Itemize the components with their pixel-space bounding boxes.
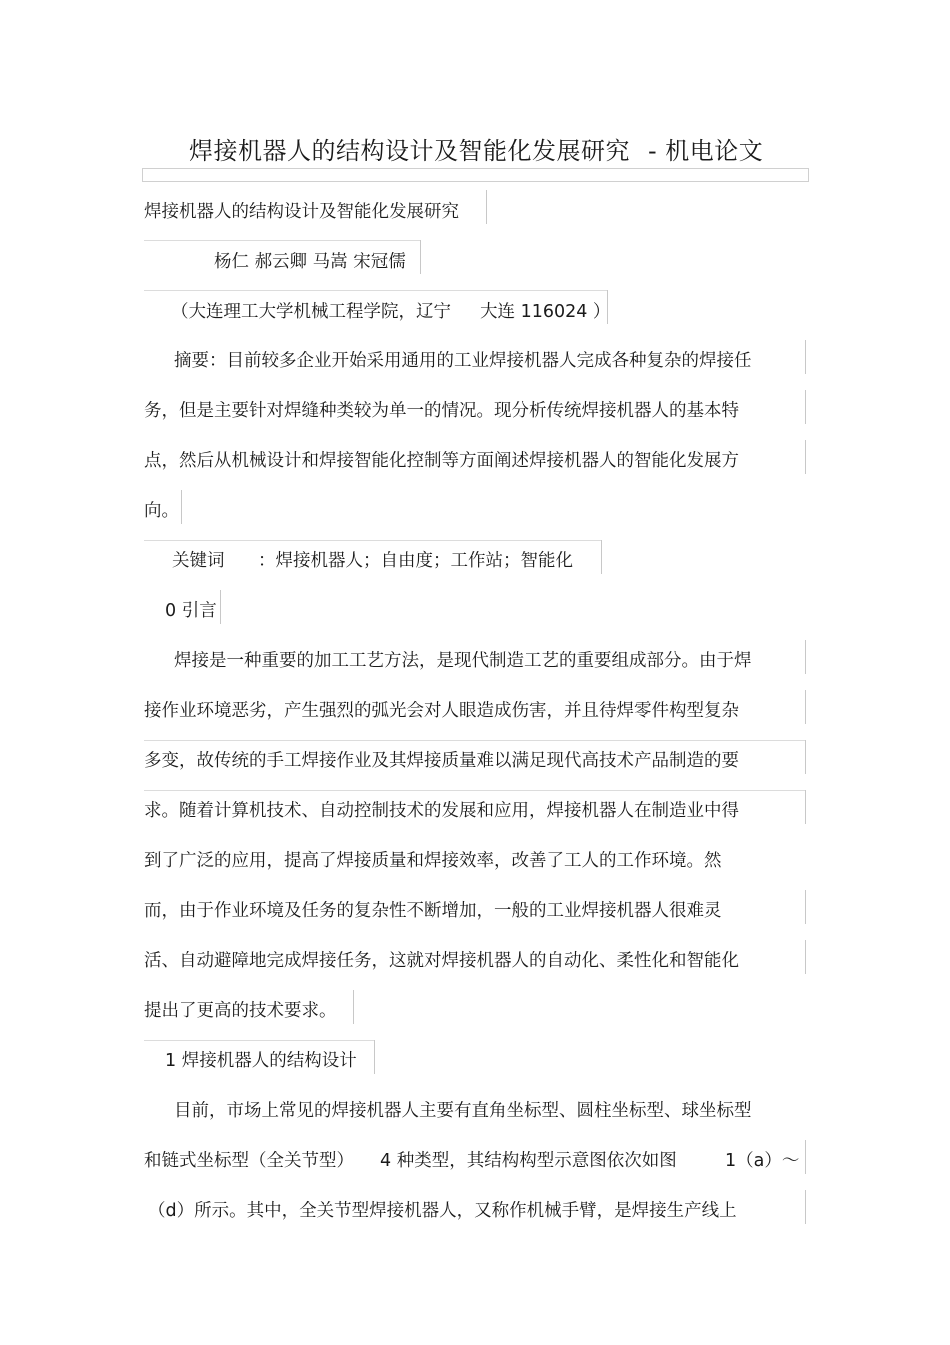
article-subtitle: 焊接机器人的结构设计及智能化发展研究 (144, 202, 459, 222)
figure-reference: 1（a）～ (725, 1151, 800, 1171)
body-line: 接作业环境恶劣，产生强烈的弧光会对人眼造成伤害，并且待焊零件构型复杂 (144, 701, 739, 721)
text-frame-edge (420, 240, 421, 274)
body-line: 4 种类型，其结构构型示意图依次如图 (380, 1151, 677, 1171)
keywords: ：焊接机器人；自由度；工作站；智能化 (258, 551, 573, 571)
body-line: 焊接是一种重要的加工工艺方法，是现代制造工艺的重要组成部分。由于焊 (174, 651, 752, 671)
body-line: 多变，故传统的手工焊接作业及其焊接质量难以满足现代高技术产品制造的要 (144, 751, 739, 771)
abstract-line: 摘要：目前较多企业开始采用通用的工业焊接机器人完成各种复杂的焊接任 (174, 351, 752, 371)
body-line: 和链式坐标型（全关节型） (144, 1151, 354, 1171)
body-line: 到了广泛的应用，提高了焊接质量和焊接效率，改善了工人的工作环境。然 (144, 851, 722, 871)
text-frame-edge (601, 540, 602, 574)
text-frame-edge (805, 340, 806, 374)
section-heading: 0 引言 (165, 601, 217, 621)
text-frame-top (144, 790, 805, 791)
body-line: 目前，市场上常见的焊接机器人主要有直角坐标型、圆柱坐标型、球坐标型 (174, 1101, 752, 1121)
text-frame-edge (805, 890, 806, 924)
body-line: 而，由于作业环境及任务的复杂性不断增加，一般的工业焊接机器人很难灵 (144, 901, 722, 921)
abstract-line: 点，然后从机械设计和焊接智能化控制等方面阐述焊接机器人的智能化发展方 (144, 451, 739, 471)
text-frame-edge (607, 290, 608, 324)
text-frame-top (144, 1040, 374, 1041)
text-frame-edge (353, 990, 354, 1024)
text-frame-edge (805, 790, 806, 824)
text-frame-edge (181, 490, 182, 524)
page-title-suffix: - 机电论文 (648, 137, 764, 165)
text-frame-edge (805, 390, 806, 424)
title-rule-box (142, 168, 809, 182)
body-line: 求。随着计算机技术、自动控制技术的发展和应用，焊接机器人在制造业中得 (144, 801, 739, 821)
body-line: 提出了更高的技术要求。 (144, 1001, 337, 1021)
text-frame-edge (486, 190, 487, 224)
text-frame-edge (805, 690, 806, 724)
affiliation: （大连理工大学机械工程学院，辽宁 (171, 302, 451, 322)
text-frame-edge (220, 590, 221, 624)
text-frame-edge (805, 1140, 806, 1174)
text-frame-edge (805, 740, 806, 774)
text-frame-top (144, 540, 601, 541)
page-title: 焊接机器人的结构设计及智能化发展研究 (189, 137, 630, 165)
affiliation-city: 大连 116024 ） (480, 302, 611, 322)
authors: 杨仁 郝云卿 马嵩 宋冠儒 (214, 252, 406, 272)
text-frame-top (144, 740, 805, 741)
abstract-line: 向。 (144, 501, 179, 521)
body-line: （d）所示。其中，全关节型焊接机器人，又称作机械手臂，是焊接生产线上 (148, 1201, 737, 1221)
abstract-line: 务，但是主要针对焊缝种类较为单一的情况。现分析传统焊接机器人的基本特 (144, 401, 739, 421)
text-frame-top (144, 290, 607, 291)
body-line: 活、自动避障地完成焊接任务，这就对焊接机器人的自动化、柔性化和智能化 (144, 951, 739, 971)
text-frame-edge (805, 640, 806, 674)
section-heading: 1 焊接机器人的结构设计 (165, 1051, 357, 1071)
keywords-label: 关键词 (172, 551, 225, 571)
text-frame-edge (805, 1190, 806, 1224)
text-frame-edge (374, 1040, 375, 1074)
text-frame-edge (805, 440, 806, 474)
text-frame-edge (805, 940, 806, 974)
text-frame-top (144, 240, 420, 241)
